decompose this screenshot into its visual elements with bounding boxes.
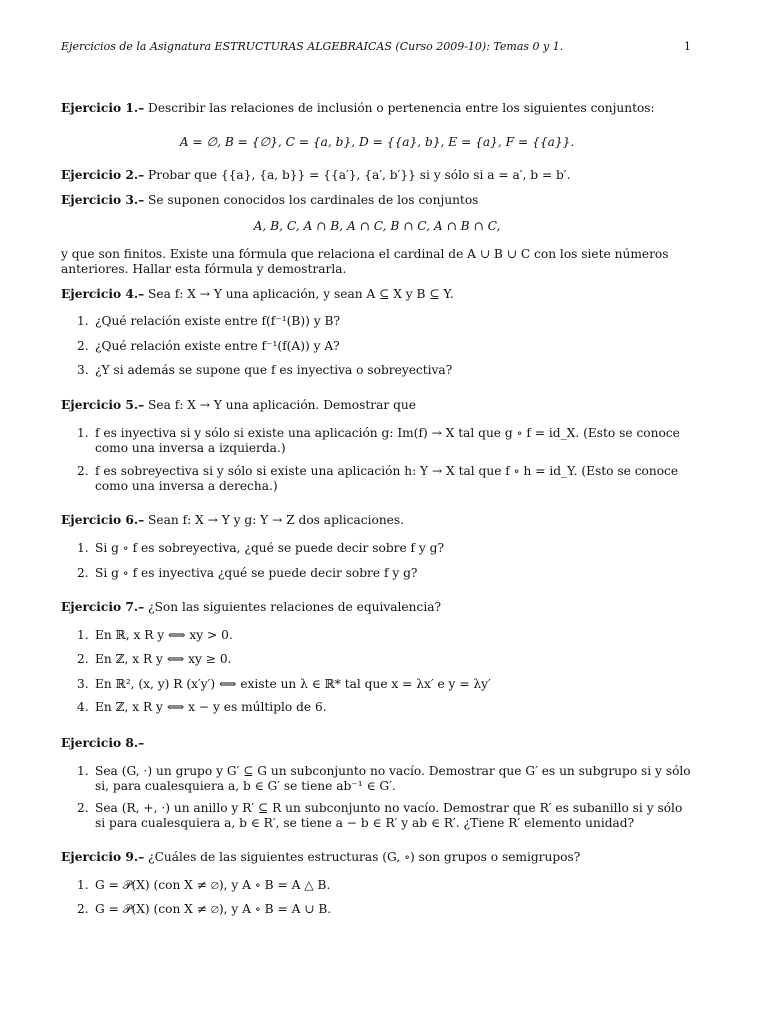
exercise-text: Probar que {{a}, {a, b}} = {{a′}, {a′, b′}} si y sólo si a = a′, b = b′. [148,168,571,182]
list-item: 3. En ℝ², (x, y) R (x′y′) ⟺ existe un λ ∈ ℝ* tal que x = λx′ e y = λy′ [77,677,491,691]
list-item: 2. G = 𝒫(X) (con X ≠ ∅), y A ∘ B = A ∪ B. [77,902,332,916]
list-item: 4. En ℤ, x R y ⟺ x − y es múltiplo de 6. [77,700,327,714]
exercise-9 [61,850,693,865]
page-header [61,40,691,53]
list-item: 2. Si g ∘ f es inyectiva ¿qué se puede decir sobre f y g? [77,566,418,580]
exercise-8 [61,736,693,751]
list-item: 1. ¿Qué relación existe entre f(f⁻¹(B)) y B? [77,314,340,328]
exercise-label: Ejercicio 6.– [61,513,145,527]
list-item: 1. Sea (G, ·) un grupo y G′ ⊆ G un subconjunto no vacío. Demostrar que G′ es un subgrupo si y sólo si, para cualesquiera a, b ∈ G′ se tiene ab⁻¹ ∈ G′. [77,764,691,793]
exercise-label: Ejercicio 4.– [61,287,145,301]
exercise-label: Ejercicio 2.– [61,168,145,182]
exercise-1 [61,101,693,116]
exercise-label: Ejercicio 8.– [61,736,145,750]
exercise-5 [61,398,693,413]
exercise-text: Describir las relaciones de inclusión o pertenencia entre los siguientes conjuntos: [148,101,655,115]
header-title: Ejercicios de la Asignatura ESTRUCTURAS ALGEBRAICAS (Curso 2009-10): Temas 0 y 1. [61,40,564,53]
exercise-3-formula: A, B, C, A ∩ B, A ∩ C, B ∩ C, A ∩ B ∩ C, [253,219,501,233]
list-item: 2. En ℤ, x R y ⟺ xy ≥ 0. [77,652,232,666]
exercise-label: Ejercicio 9.– [61,850,145,864]
exercise-text: Sean f: X → Y y g: Y → Z dos aplicaciones. [148,513,405,527]
exercise-4 [61,287,693,302]
exercise-text: Sea f: X → Y una aplicación, y sean A ⊆ X y B ⊆ Y. [148,287,454,301]
exercise-1-formula: A = ∅, B = {∅}, C = {a, b}, D = {{a}, b}, E = {a}, F = {{a}}. [179,135,575,149]
page-number: 1 [684,40,691,53]
exercise-label: Ejercicio 5.– [61,398,145,412]
exercise-label: Ejercicio 1.– [61,101,145,115]
exercise-3 [61,193,693,208]
list-item: 1. Si g ∘ f es sobreyectiva, ¿qué se puede decir sobre f y g? [77,541,445,555]
exercise-2 [61,168,693,183]
list-item: 1. G = 𝒫(X) (con X ≠ ∅), y A ∘ B = A △ B. [77,878,331,892]
list-item: 2. f es sobreyectiva si y sólo si existe una aplicación h: Y → X tal que f ∘ h = id_Y. (Esto se conoce como una inversa a derecha.) [77,464,679,493]
exercise-text: ¿Son las siguientes relaciones de equivalencia? [148,600,442,614]
exercise-text: Sea f: X → Y una aplicación. Demostrar que [148,398,416,412]
list-item: 1. f es inyectiva si y sólo si existe una aplicación g: Im(f) → X tal que g ∘ f = id_X. (Esto se conoce como una inversa a izquierda.) [77,426,680,455]
list-item: 1. En ℝ, x R y ⟺ xy > 0. [77,628,233,642]
exercise-label: Ejercicio 3.– [61,193,145,207]
exercise-6 [61,513,693,528]
exercise-7 [61,600,693,615]
exercise-text: Se suponen conocidos los cardinales de los conjuntos [148,193,479,207]
list-item: 3. ¿Y si además se supone que f es inyectiva o sobreyectiva? [77,363,453,377]
list-item: 2. ¿Qué relación existe entre f⁻¹(f(A)) y A? [77,339,340,353]
exercise-text: ¿Cuáles de las siguientes estructuras (G, ∘) son grupos o semigrupos? [148,850,581,864]
list-item: 2. Sea (R, +, ·) un anillo y R′ ⊆ R un subconjunto no vacío. Demostrar que R′ es subanillo si y sólo si para cualesquiera a, b ∈ R′, se tiene a − b ∈ R′ y ab ∈ R′. ¿Tiene R′ elemento unidad? [77,801,683,830]
exercise-3-text2: y que son finitos. Existe una fórmula que relaciona el cardinal de A ∪ B ∪ C con los siete números anteriores. Hallar esta fórmula y demostrarla. [61,247,669,276]
exercise-label: Ejercicio 7.– [61,600,145,614]
